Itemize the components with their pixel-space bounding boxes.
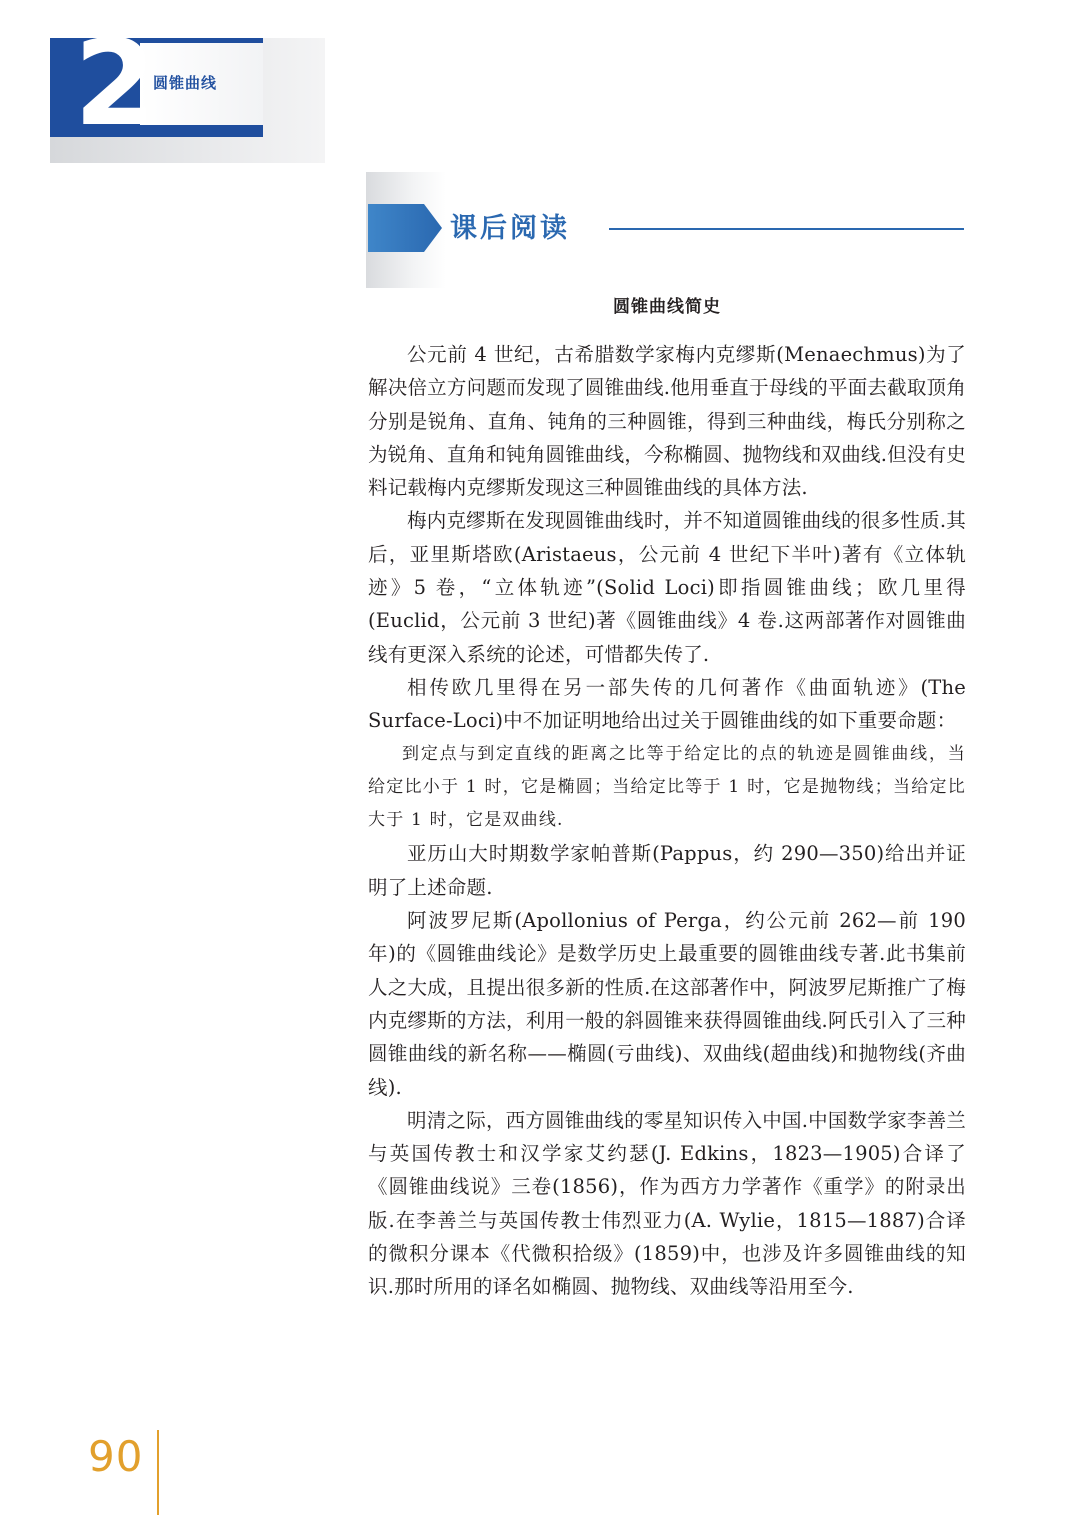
article-paragraph: 明清之际，西方圆锥曲线的零星知识传入中国.中国数学家李善兰与英国传教士和汉学家艾约瑟(J. Edkins，1823—1905)合译了《圆锥曲线说》三卷(1856)，作为西方力学著作《重学》的附录出版.在李善兰与英国传教士伟烈亚力(A. Wylie，1815—1887)合译的微积分课本《代微积拾级》(1859)中，也涉及许多圆锥曲线的知识.那时所用的译名如椭圆、抛物线、双曲线等沿用至今. [368, 1108, 966, 1299]
section-title-rule [609, 228, 964, 230]
article-paragraph: 亚历山大时期数学家帕普斯(Pappus，约 290—350)给出并证明了上述命题. [368, 842, 966, 899]
page-number-rule [157, 1430, 159, 1515]
section-banner [366, 172, 966, 290]
article-title: 圆锥曲线简史 [613, 297, 721, 317]
article-paragraph: 相传欧几里得在另一部失传的几何著作《曲面轨迹》(The Surface-Loci)中不加证明地给出过关于圆锥曲线的如下重要命题： [368, 675, 966, 733]
article-paragraph: 梅内克缪斯在发现圆锥曲线时，并不知道圆锥曲线的很多性质.其后，亚里斯塔欧(Aristaeus，公元前 4 世纪下半叶)著有《立体轨迹》5 卷，“立体轨迹”(Solid Loci)即指圆锥曲线；欧几里得(Euclid，公元前 3 世纪)著《圆锥曲线》4 卷.这两部著作对圆锥曲线有更深入系统的论述，可惜都失传了. [368, 509, 966, 666]
article-proposition-quote: 到定点与到定直线的距离之比等于给定比的点的轨迹是圆锥曲线，当给定比小于 1 时，它是椭圆；当给定比等于 1 时，它是抛物线；当给定比大于 1 时，它是双曲线. [368, 743, 966, 831]
article-paragraph: 阿波罗尼斯(Apollonius of Perga，约公元前 262—前 190 年)的《圆锥曲线论》是数学历史上最重要的圆锥曲线专著.此书集前人之大成，且提出很多新的性质.在这部著作中，阿波罗尼斯推广了梅内克缪斯的方法，利用一般的斜圆锥来获得圆锥曲线.阿氏引入了三种圆锥曲线的新名称——椭圆(亏曲线)、双曲线(超曲线)和抛物线(齐曲线). [368, 909, 966, 1099]
chapter-header [50, 14, 325, 163]
chapter-number: 2 [74, 14, 155, 152]
page-number: 90 [88, 1432, 144, 1481]
article-paragraph: 公元前 4 世纪，古希腊数学家梅内克缪斯(Menaechmus)为了解决倍立方问题而发现了圆锥曲线.他用垂直于母线的平面去截取顶角分别是锐角、直角、钝角的三种圆锥，得到三种曲线，梅氏分别称之为锐角、直角和钝角圆锥曲线，今称椭圆、抛物线和双曲线.但没有史料记载梅内克缪斯发现这三种圆锥曲线的具体方法. [368, 343, 966, 500]
section-title: 课后阅读 [450, 213, 570, 244]
chapter-title: 圆锥曲线 [153, 74, 218, 92]
article-body [368, 338, 966, 1304]
